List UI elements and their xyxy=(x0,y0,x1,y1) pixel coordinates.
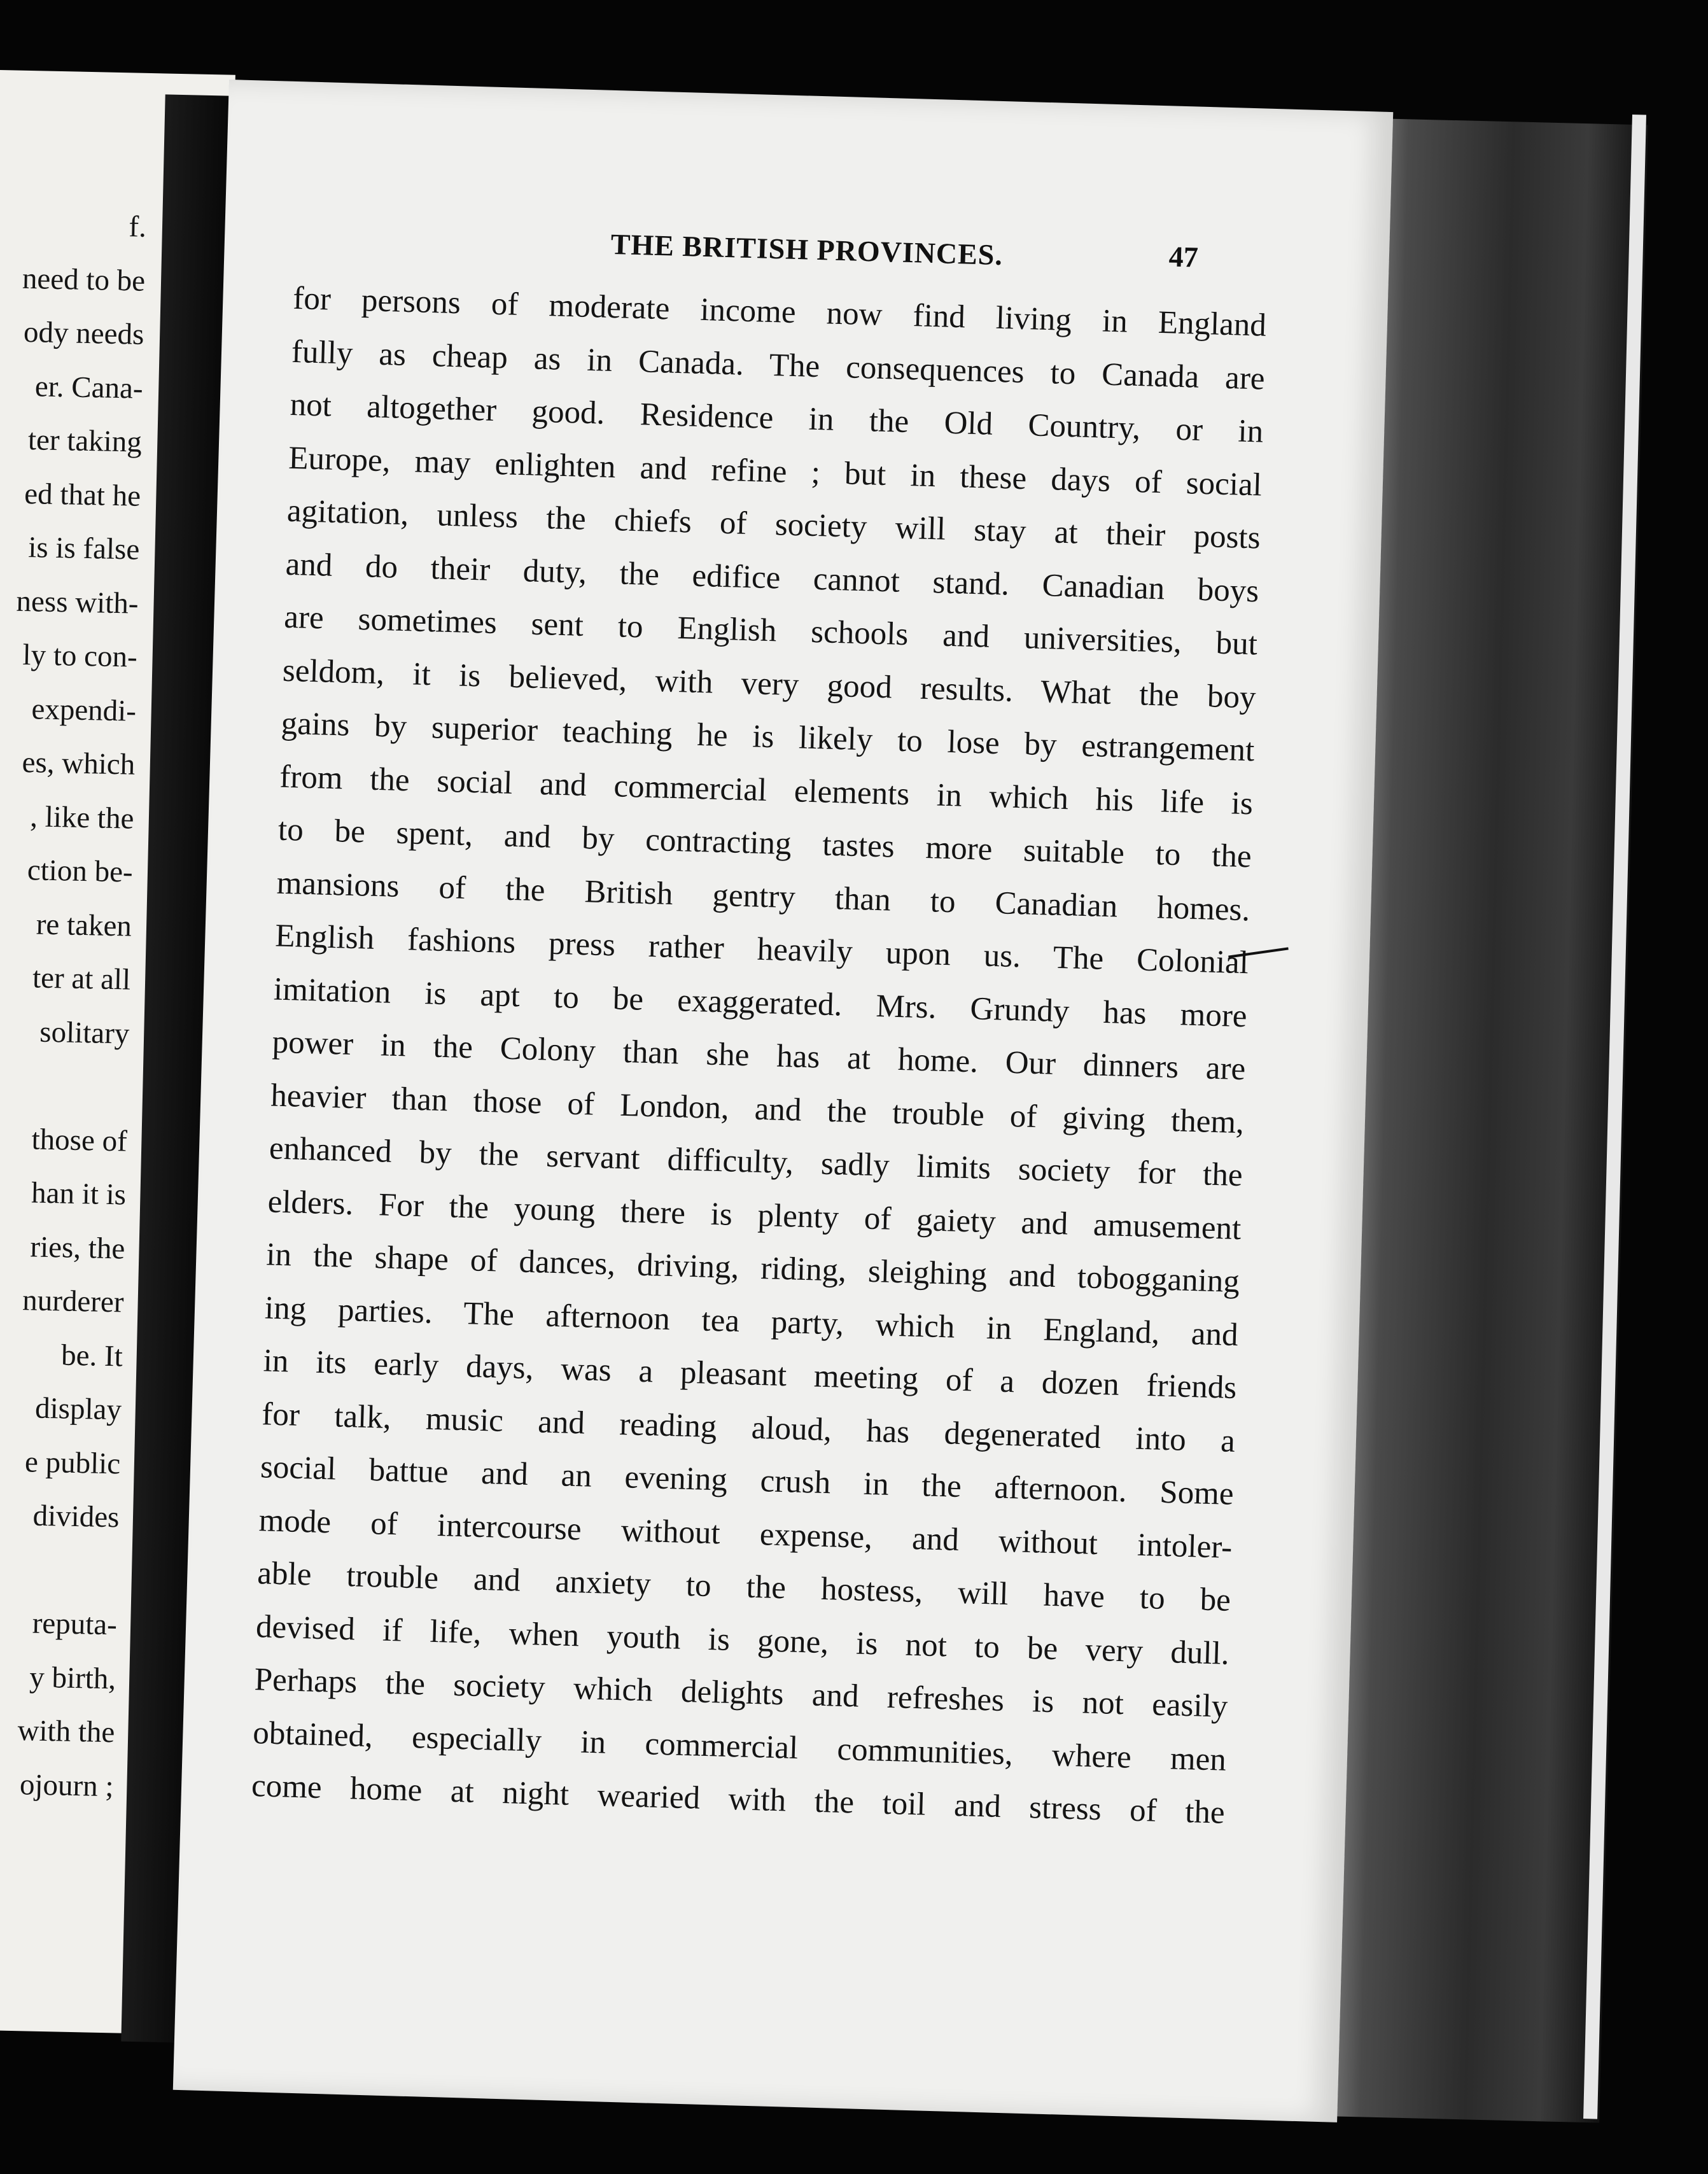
text-line: power in the Colony than she has at home. Our dinners are xyxy=(272,1024,1246,1088)
left-page-line: ed that he xyxy=(24,477,141,513)
text-line: social battue and an evening crush in the afternoon. Some xyxy=(260,1449,1235,1512)
text-line: Perhaps the society which delights and refreshes is not easily xyxy=(254,1662,1229,1725)
left-page-line: ries, the xyxy=(29,1230,125,1266)
text-line: seldom, it is believed, with very good results. What the boy xyxy=(282,652,1257,715)
left-page-line: with the xyxy=(17,1714,115,1750)
text-line: to be spent, and by contracting tastes more suitable to the xyxy=(277,811,1252,875)
text-line: fully as cheap as in Canada. The consequences to Canada are xyxy=(291,333,1266,397)
left-page-line: han it is xyxy=(31,1176,127,1212)
text-line: from the social and commercial elements in which his life is xyxy=(279,759,1254,822)
left-page-line: ction be- xyxy=(27,853,134,889)
left-page-line: ody needs xyxy=(23,315,144,351)
text-line: in the shape of dances, driving, riding, sleighing and tobogganing xyxy=(265,1237,1240,1300)
body-text xyxy=(251,272,1267,1840)
left-page-line: ly to con- xyxy=(22,638,138,674)
text-line: gains by superior teaching he is likely to lose by estrangement xyxy=(281,705,1255,769)
left-page-line: solitary xyxy=(39,1015,130,1051)
page-number: 47 xyxy=(1168,240,1199,274)
left-page-line: ojourn ; xyxy=(19,1767,115,1803)
left-page-line: re taken xyxy=(36,907,132,943)
left-page-line: expendi- xyxy=(31,692,137,728)
text-line: obtained, especially in commercial communities, where men xyxy=(252,1715,1227,1778)
left-page-line: er. Cana- xyxy=(34,369,144,405)
text-line: are sometimes sent to English schools and universities, but xyxy=(283,599,1258,663)
text-line: mode of intercourse without expense, and without intoler- xyxy=(258,1502,1233,1566)
text-line: English fashions press rather heavily upon us. The Colonial xyxy=(274,918,1249,981)
left-page-line: be. It xyxy=(60,1338,123,1373)
text-line: ing parties. The afternoon tea party, which in England, and xyxy=(264,1289,1239,1353)
left-page-line: those of xyxy=(31,1122,128,1158)
left-page-line: ter at all xyxy=(32,961,131,997)
running-head: THE BRITISH PROVINCES. xyxy=(610,227,1004,272)
text-line: enhanced by the servant difficulty, sadly limits society for the xyxy=(269,1130,1243,1194)
text-line: able trouble and anxiety to the hostess, will have to be xyxy=(256,1555,1231,1618)
left-page-line: f. xyxy=(128,210,147,244)
left-page-line: need to be xyxy=(22,262,146,298)
text-line: imitation is apt to be exaggerated. Mrs. Grundy has more xyxy=(273,971,1248,1034)
left-page-line: e public xyxy=(24,1445,121,1480)
left-page-line: y birth, xyxy=(29,1660,116,1695)
left-page-line: reputa- xyxy=(32,1606,118,1642)
text-line: agitation, unless the chiefs of society will stay at their posts xyxy=(286,493,1261,556)
text-line: mansions of the British gentry than to Canadian homes. xyxy=(276,865,1250,928)
text-line: Europe, may enlighten and refine ; but in these days of social xyxy=(288,440,1263,503)
text-line: in its early days, was a pleasant meeting of a dozen friends xyxy=(263,1343,1237,1406)
text-line: for talk, music and reading aloud, has degenerated into a xyxy=(261,1396,1236,1459)
text-line: elders. For the young there is plenty of gaiety and amusement xyxy=(267,1183,1242,1247)
left-page-line: ter taking xyxy=(27,423,143,459)
left-page-line: divides xyxy=(32,1499,120,1534)
text-line: devised if life, when youth is gone, is not to be very dull. xyxy=(255,1608,1230,1672)
text-line: and do their duty, the edifice cannot stand. Canadian boys xyxy=(284,546,1259,609)
left-page-line: , like the xyxy=(29,799,134,836)
text-line: heavier than those of London, and the trouble of giving them, xyxy=(270,1077,1245,1140)
main-page xyxy=(173,80,1394,2122)
left-page-line: ness with- xyxy=(16,584,139,621)
left-page-line: display xyxy=(34,1391,122,1427)
left-page-line: es, which xyxy=(22,745,136,782)
text-line: not altogether good. Residence in the Old Country, or in xyxy=(289,386,1264,450)
left-page-line: is is false xyxy=(27,531,140,566)
text-line: for persons of moderate income now find living in England xyxy=(292,280,1267,344)
text-line: come home at night wearied with the toil and stress of the xyxy=(251,1768,1226,1831)
left-page-line: nurderer xyxy=(22,1284,125,1319)
